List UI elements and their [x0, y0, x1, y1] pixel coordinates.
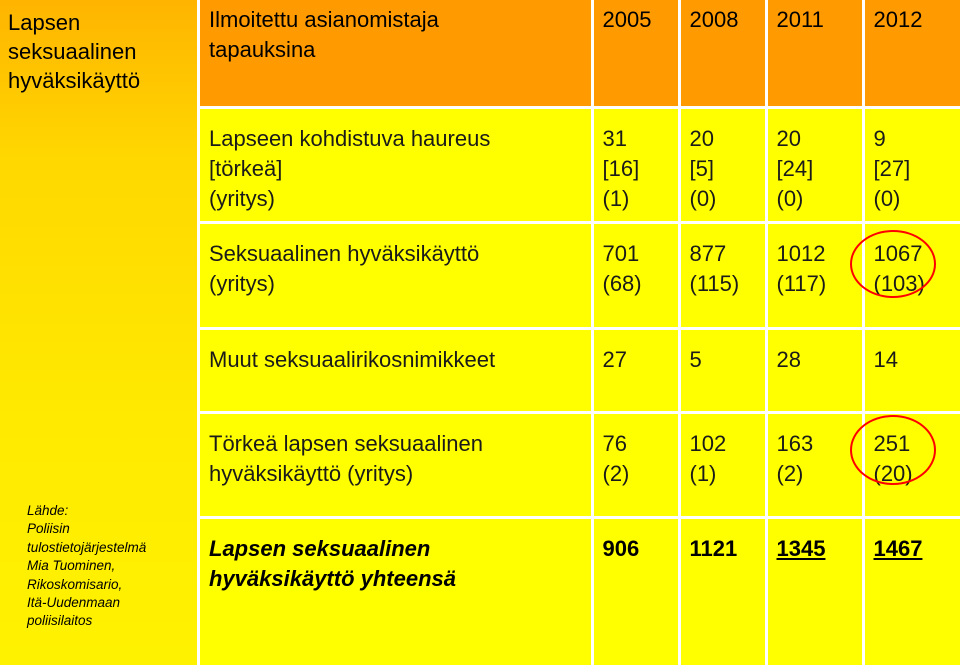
value-line: 20 — [776, 125, 801, 151]
value-cell — [766, 412, 863, 517]
source-line: Itä-Uudenmaan — [27, 595, 121, 611]
value-line: 20 — [689, 125, 714, 151]
highlight-circle — [850, 415, 936, 485]
value-line: 28 — [776, 346, 801, 372]
value-cell — [592, 328, 679, 412]
value-cell — [766, 222, 863, 328]
value-line: 102 — [689, 430, 727, 456]
value-line: (2) — [776, 460, 804, 486]
total-value-cell — [592, 517, 679, 665]
value-cell — [863, 328, 960, 412]
value-line: [27] — [873, 155, 911, 181]
source-line: Mia Tuominen, — [27, 558, 116, 574]
row-label-line: Seksuaalinen hyväksikäyttö — [209, 240, 480, 266]
year-label: 2011 — [776, 7, 824, 32]
row-label-line: (yritys) — [209, 270, 275, 296]
header-label-line: Ilmoitettu asianomistaja — [209, 7, 439, 32]
year-label: 2008 — [689, 7, 739, 32]
year-label: 2005 — [602, 7, 652, 32]
total-label-line: hyväksikäyttö yhteensä — [209, 565, 457, 591]
value-line: (1) — [602, 185, 630, 211]
statistics-table — [200, 0, 960, 665]
total-value-cell — [679, 517, 766, 665]
value-cell — [679, 328, 766, 412]
header-label-line: tapauksina — [209, 37, 316, 62]
row-label-cell — [200, 107, 592, 222]
row-label-line: Törkeä lapsen seksuaalinen — [209, 430, 483, 456]
value-line: (0) — [776, 185, 804, 211]
value-line: (103) — [873, 270, 925, 296]
year-2008-header — [679, 0, 766, 107]
value-line: (20) — [873, 460, 913, 486]
value-line: (117) — [776, 270, 827, 296]
table-row — [200, 328, 960, 412]
total-value: 1345 — [776, 535, 826, 561]
value-line: 9 — [873, 125, 886, 151]
source-line: Rikoskomisario, — [27, 576, 123, 592]
sidebar-panel — [0, 0, 197, 665]
table-row — [200, 222, 960, 328]
sidebar-title — [8, 8, 193, 95]
value-line: [24] — [776, 155, 814, 181]
value-cell — [679, 107, 766, 222]
row-label-line: [törkeä] — [209, 155, 283, 181]
source-line: tulostietojärjestelmä — [27, 539, 147, 555]
source-line: Poliisin — [27, 521, 70, 537]
total-row — [200, 517, 960, 665]
year-2011-header — [766, 0, 863, 107]
value-line: 1067 — [873, 240, 923, 266]
sidebar-title-line: hyväksikäyttö — [8, 68, 141, 93]
row-label-line: Muut seksuaalirikosnimikkeet — [209, 346, 496, 372]
value-line: (68) — [602, 270, 642, 296]
row-label-line: (yritys) — [209, 185, 275, 211]
value-line: (0) — [689, 185, 717, 211]
total-value-cell — [863, 517, 960, 665]
value-line: [16] — [602, 155, 640, 181]
total-value-cell — [766, 517, 863, 665]
value-line: 163 — [776, 430, 814, 456]
value-cell — [592, 107, 679, 222]
value-cell — [679, 222, 766, 328]
header-label-cell — [200, 0, 592, 107]
year-2012-header — [863, 0, 960, 107]
row-label-cell — [200, 328, 592, 412]
source-note — [27, 502, 195, 631]
value-cell — [679, 412, 766, 517]
source-line: poliisilaitos — [27, 613, 93, 629]
value-line: 1012 — [776, 240, 826, 266]
value-line: 251 — [873, 430, 911, 456]
sidebar-title-line: Lapsen — [8, 10, 81, 35]
table-row — [200, 412, 960, 517]
year-label: 2012 — [873, 7, 923, 32]
total-label-line: Lapsen seksuaalinen — [209, 535, 431, 561]
row-label-line: Lapseen kohdistuva haureus — [209, 125, 491, 151]
value-line: 31 — [602, 125, 627, 151]
value-cell — [766, 107, 863, 222]
value-line: 5 — [689, 346, 702, 372]
value-line: 701 — [602, 240, 640, 266]
highlight-circle — [850, 230, 936, 298]
source-line: Lähde: — [27, 503, 69, 518]
value-cell — [863, 107, 960, 222]
value-line: 877 — [689, 240, 727, 266]
year-2005-header — [592, 0, 679, 107]
value-line: (0) — [873, 185, 901, 211]
value-line: (115) — [689, 270, 740, 296]
value-line: 27 — [602, 346, 627, 372]
header-row — [200, 0, 960, 107]
table-row — [200, 107, 960, 222]
sidebar-title-line: seksuaalinen — [8, 39, 137, 64]
total-value: 1121 — [689, 535, 738, 561]
total-value: 906 — [602, 535, 640, 561]
value-line: (2) — [602, 460, 630, 486]
total-value: 1467 — [873, 535, 923, 561]
row-label-cell — [200, 412, 592, 517]
total-label-cell — [200, 517, 592, 665]
row-label-line: hyväksikäyttö (yritys) — [209, 460, 414, 486]
row-label-cell — [200, 222, 592, 328]
value-line: (1) — [689, 460, 717, 486]
value-line: [5] — [689, 155, 714, 181]
value-cell — [766, 328, 863, 412]
value-line: 76 — [602, 430, 627, 456]
value-cell — [592, 222, 679, 328]
value-line: 14 — [873, 346, 898, 372]
value-cell — [592, 412, 679, 517]
